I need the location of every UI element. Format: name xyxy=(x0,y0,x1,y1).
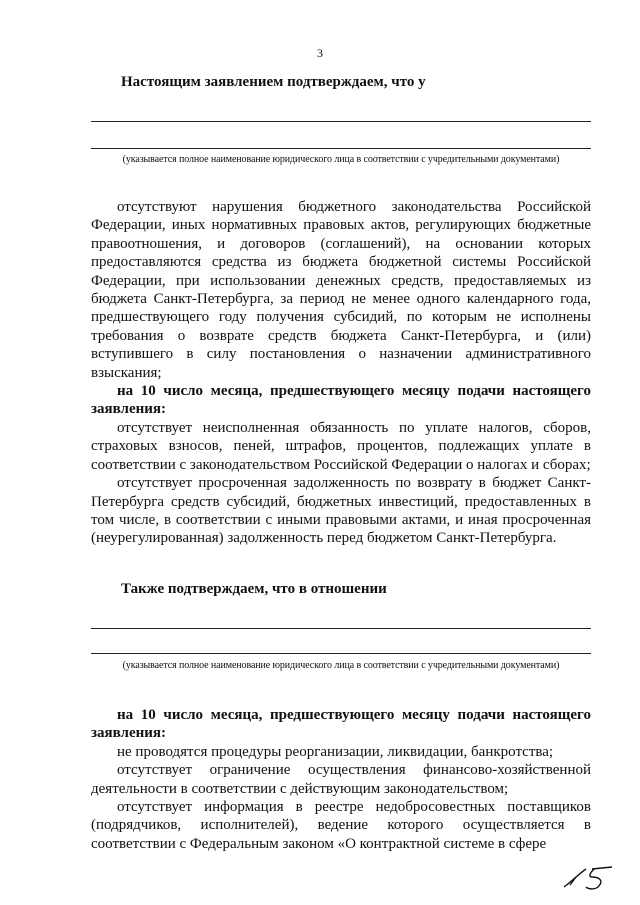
handwritten-page-mark xyxy=(560,863,624,891)
blank-line-2a xyxy=(91,628,591,629)
blank-line-2b xyxy=(91,653,591,654)
paragraph-no-reorganization: не проводятся процедуры реорганизации, ликвидации, банкротства; xyxy=(117,743,554,760)
section2-body xyxy=(91,706,591,853)
section1-body xyxy=(91,198,591,548)
page-number: 3 xyxy=(317,46,323,60)
blank-line-1a xyxy=(91,121,591,122)
section2-caption: (указывается полное наименование юридического лица в соответствии с учредительными документами) xyxy=(122,660,560,671)
blank-line-1b xyxy=(91,148,591,149)
paragraph-no-overdue-debt: отсутствует просроченная задолженность по возврату в бюджет Санкт-Петербурга средств субсидий, бюджетных инвестиций, предоставленных в том числе, в соответствии с иными правовыми актами, и иная просроченная (неурегулированная) задолженность перед бюджетом Санкт-Петербурга. xyxy=(91,475,591,547)
paragraph-registry: отсутствует информация в реестре недобросовестных поставщиков (подрядчиков, исполнителей), ведение которого осуществляется в соответствии с Федеральным законом «О контрактной системе в сфере xyxy=(91,799,591,852)
section1-caption: (указывается полное наименование юридического лица в соответствии с учредительными документами) xyxy=(122,154,560,165)
section2-heading: Также подтверждаем, что в отношении xyxy=(121,581,387,597)
paragraph-no-violations: отсутствуют нарушения бюджетного законодательства Российской Федерации, иных нормативных правовых актов, регулирующих бюджетные правоотношения, и договоров (соглашений), на основании которых предоставляются средства из бюджета бюджетной системы Российской Федерации, при использовании денежных средств, предоставляемых из бюджета Санкт-Петербурга, за период не менее одного календарного года, предшествующего году получения субсидий, по которым не исполнены требования о возврате средств бюджета Санкт-Петербурга, и (или) вступившего в силу постановления о назначении административного взыскания; xyxy=(91,199,591,381)
paragraph-no-restriction: отсутствует ограничение осуществления финансово-хозяйственной деятельности в соответствии с действующим законодательством; xyxy=(91,762,591,797)
paragraph-no-tax-debt: отсутствует неисполненная обязанность по уплате налогов, сборов, страховых взносов, пеней, штрафов, процентов, подлежащих уплате в соответствии с законодательством Российской Федерации о налогах и сборах; xyxy=(91,419,591,473)
paragraph-date-clause: на 10 число месяца, предшествующего месяцу подачи настоящего заявления: xyxy=(91,383,591,418)
section1-heading: Настоящим заявлением подтверждаем, что у xyxy=(121,74,426,90)
paragraph-date-clause-2: на 10 число месяца, предшествующего месяцу подачи настоящего заявления: xyxy=(91,707,591,742)
